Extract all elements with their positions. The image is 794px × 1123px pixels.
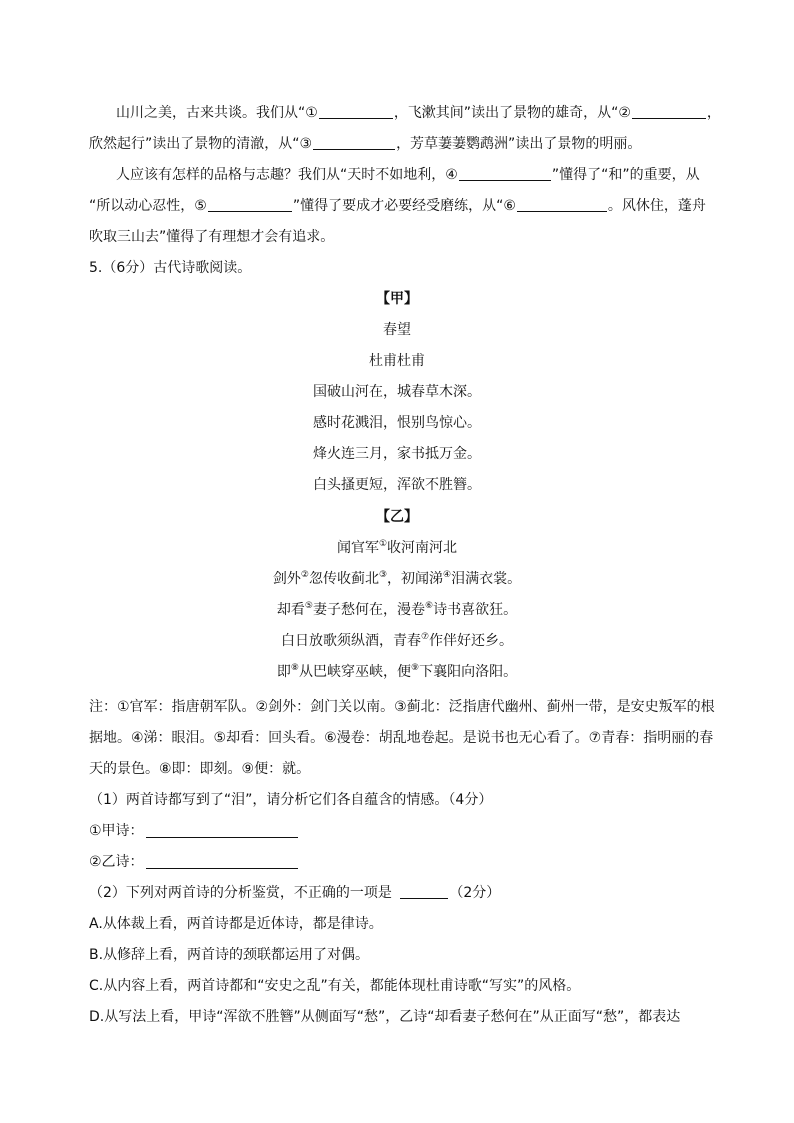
- text: ，: [706, 105, 721, 121]
- poem-a-author: 杜甫杜甫: [369, 353, 425, 369]
- option-c: C.从内容上看，两首诗都和“安史之乱”有关，都能体现杜甫诗歌“写实”的风格。: [89, 978, 581, 994]
- text: 吹取三山去”懂得了有理想才会有追求。: [89, 229, 335, 245]
- text: 即: [276, 664, 291, 680]
- text: ，初闻涕: [387, 571, 444, 587]
- footnote-ref: ④: [443, 570, 452, 580]
- poem-a-line-4: 白头搔更短，浑欲不胜簪。: [313, 477, 481, 493]
- text: 闻官军: [336, 540, 379, 556]
- footnote-ref: ⑦: [420, 632, 430, 642]
- answer-line-a[interactable]: [146, 823, 298, 838]
- text: 剑外: [272, 571, 301, 587]
- text: 从巴峡穿巫峡，便: [299, 664, 411, 680]
- text: 诗书喜欲狂。: [433, 602, 518, 618]
- text: 作伴好还乡。: [429, 633, 514, 649]
- poem-a-line-3: 烽火连三月，家书抵万金。: [313, 446, 481, 462]
- answer-blank-6[interactable]: [517, 197, 607, 212]
- answer-row-a: [89, 821, 298, 841]
- text: ，芳草萋萋鹦鹉洲”读出了景物的明丽。: [396, 136, 642, 152]
- poem-b-line-1: [0, 569, 794, 589]
- poem-b-line-3: [0, 631, 794, 651]
- footnote-ref: ②: [300, 570, 309, 580]
- notes-line-2: 据地。④涕：眼泪。⑤却看：回头看。⑥漫卷：胡乱地卷起。是说书也无心看了。⑦青春：指明丽的春: [89, 730, 714, 746]
- text: 白日放歌须纵酒，青春: [280, 633, 421, 649]
- notes-line-3: 天的景色。⑧即：即刻。⑨便：就。: [89, 761, 311, 777]
- text: 却看: [276, 602, 305, 618]
- footnote-ref: ⑨: [411, 663, 420, 673]
- text: ”懂得了“和”的重要，从: [551, 167, 700, 183]
- text: 下襄阳向洛阳。: [419, 664, 518, 680]
- text: 收河南河北: [387, 540, 458, 556]
- footnote-ref: ③: [378, 570, 388, 580]
- text: 忽传收蓟北: [308, 571, 379, 587]
- text: 泪满衣裳。: [451, 571, 522, 587]
- option-a: A.从体裁上看，两首诗都是近体诗，都是律诗。: [89, 916, 383, 932]
- poem-a-line-2: 感时花溅泪，恨别鸟惊心。: [313, 415, 481, 431]
- poem-a-line-1: 国破山河在，城春草木深。: [313, 384, 481, 400]
- answer-label: ②乙诗：: [89, 854, 144, 870]
- answer-blank-4[interactable]: [459, 166, 551, 181]
- text: 欣然起行”读出了景物的清澈，从“③: [89, 136, 313, 152]
- sub-question-1: （1）两首诗都写到了“泪”，请分析它们各自蕴含的情感。（4分）: [89, 792, 493, 808]
- fill-in-line: [89, 134, 641, 154]
- text: 5.（6分）古代诗歌阅读。: [89, 260, 252, 276]
- footnote-ref: ⑥: [425, 601, 434, 611]
- option-d: D.从写法上看，甲诗“浑欲不胜簪”从侧面写“愁”，乙诗“却看妻子愁何在”从正面写“愁”，都表达: [89, 1009, 681, 1025]
- option-b: B.从修辞上看，两首诗的颈联都运用了对偶。: [89, 947, 370, 963]
- answer-blank-3[interactable]: [313, 135, 395, 150]
- fill-in-line: [89, 227, 334, 247]
- answer-blank-5[interactable]: [208, 197, 292, 212]
- poem-b-marker: 【乙】: [376, 509, 418, 525]
- text: ”懂得了要成才必要经受磨练，从“⑥: [292, 198, 516, 214]
- poem-b-line-2: [0, 600, 794, 620]
- sub-question-2: [89, 883, 500, 903]
- text: 人应该有怎样的品格与志趣？我们从“天时不如地利，④: [116, 167, 458, 183]
- footnote-ref: ⑤: [304, 601, 313, 611]
- answer-line-b[interactable]: [146, 854, 298, 869]
- text: ，飞漱其间”读出了景物的雄奇，从“②: [393, 105, 631, 121]
- text: “所以动心忍性，⑤: [89, 198, 207, 214]
- poem-a-title: 春望: [383, 322, 411, 338]
- answer-blank-1[interactable]: [319, 104, 393, 119]
- text: （2分）: [449, 885, 501, 901]
- text: （2）下列对两首诗的分析鉴赏，不正确的一项是: [89, 885, 392, 901]
- answer-blank-choice[interactable]: [400, 884, 448, 899]
- poem-a-marker: 【甲】: [376, 291, 418, 307]
- footnote-ref: ⑧: [290, 663, 299, 673]
- answer-label: ①甲诗：: [89, 823, 144, 839]
- fill-in-line: [116, 165, 700, 185]
- poem-b-line-4: [0, 662, 794, 682]
- footnote-ref: ①: [378, 539, 388, 549]
- question-heading: [89, 258, 251, 278]
- text: 妻子愁何在，漫卷: [313, 602, 425, 618]
- fill-in-line: [89, 196, 706, 216]
- fill-in-line: [116, 103, 721, 123]
- answer-blank-2[interactable]: [632, 104, 706, 119]
- answer-row-b: [89, 852, 298, 872]
- text: 。风休住，蓬舟: [607, 198, 706, 214]
- poem-b-title: [0, 538, 794, 558]
- text: 山川之美，古来共谈。我们从“①: [116, 105, 318, 121]
- notes-line-1: 注：①官军：指唐朝军队。②剑外：剑门关以南。③蓟北：泛指唐代幽州、蓟州一带，是安史叛军的根: [89, 699, 715, 715]
